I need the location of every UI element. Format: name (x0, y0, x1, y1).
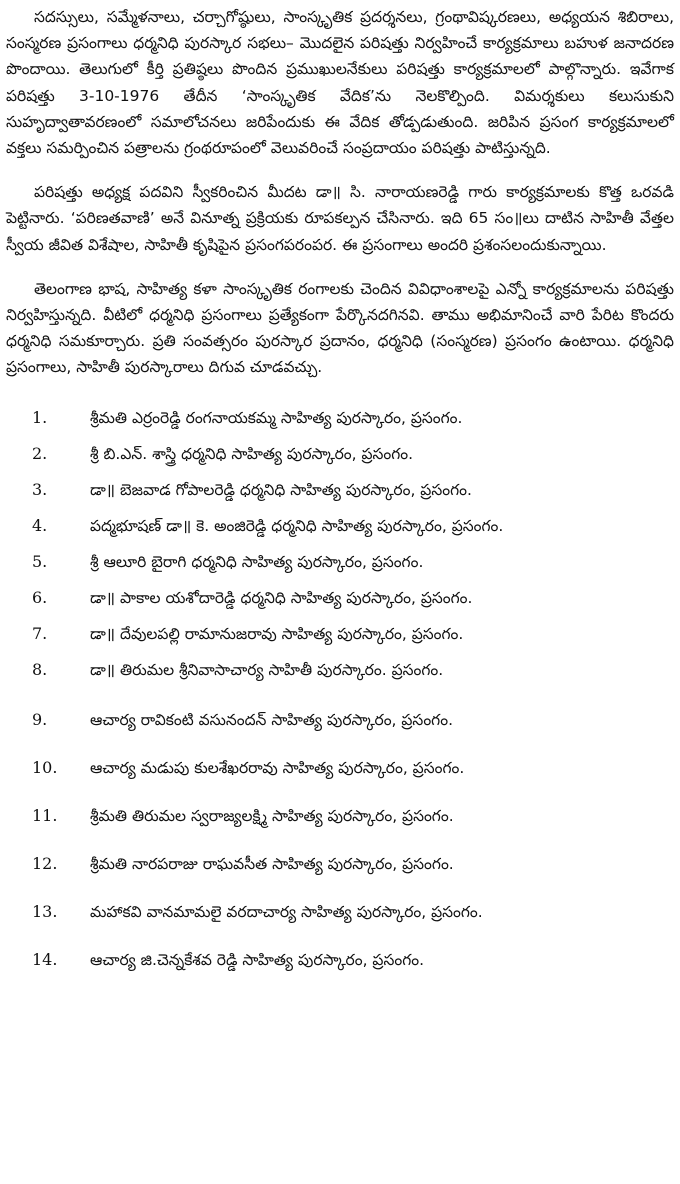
list-item (6, 443, 674, 465)
list-item (6, 623, 674, 645)
list-number: 1. (32, 407, 48, 427)
list-text: ఆచార్య జి.చెన్నకేశవ రెడ్డి సాహిత్య పురస్కారం, ప్రసంగం. (90, 950, 425, 969)
list-text: శ్రీమతి ఎర్రంరెడ్డి రంగనాయకమ్మ సాహిత్య పురస్కారం, ప్రసంగం. (90, 408, 463, 427)
list-number: 10. (32, 757, 58, 777)
list-number: 3. (32, 479, 48, 499)
list-text: శ్రీ ఆలూరి బైరాగి ధర్మనిధి సాహిత్య పురస్కారం, ప్రసంగం. (90, 552, 424, 571)
list-item (6, 757, 674, 779)
list-text: డా॥ పాకాల యశోదారెడ్డి ధర్మనిధి సాహిత్య పురస్కారం, ప్రసంగం. (90, 588, 473, 607)
list-item (6, 949, 674, 971)
list-text: డా॥ తిరుమల శ్రీనివాసాచార్య సాహితీ పురస్కారం. ప్రసంగం. (90, 660, 444, 679)
list-item (6, 853, 674, 875)
list-item (6, 709, 674, 731)
list-number: 9. (32, 709, 48, 729)
list-number: 5. (32, 551, 48, 571)
list-text: పద్మభూషణ్ డా॥ కె. అంజిరెడ్డి ధర్మనిధి సాహిత్య పురస్కారం, ప్రసంగం. (90, 516, 504, 535)
list-text: ఆచార్య మడుపు కులశేఖరరావు సాహిత్య పురస్కారం, ప్రసంగం. (90, 758, 465, 777)
list-number: 6. (32, 587, 48, 607)
list-number: 12. (32, 853, 58, 873)
list-text: శ్రీ బి.ఎన్. శాస్త్రి ధర్మనిధి సాహిత్య పురస్కారం, ప్రసంగం. (90, 444, 414, 463)
list-text: మహాకవి వానమామలై వరదాచార్య సాహిత్య పురస్కారం, ప్రసంగం. (90, 902, 483, 921)
list-text: శ్రీమతి తిరుమల స్వరాజ్యలక్ష్మి సాహిత్య పురస్కారం, ప్రసంగం. (90, 806, 454, 825)
list-number: 7. (32, 623, 48, 643)
list-item (6, 551, 674, 573)
list-number: 14. (32, 949, 58, 969)
list-text: డా॥ బెజవాడ గోపాలరెడ్డి ధర్మనిధి సాహిత్య పురస్కారం, ప్రసంగం. (90, 480, 472, 499)
paragraph-parinatavani: పరిషత్తు అధ్యక్ష పదవిని స్వీకరించిన మీదట డా॥ సి. నారాయణరెడ్డి గారు కార్యక్రమాలకు కొత్త ఒరవడి పెట్టినారు. ‘పరిణతవాణి’ అనే వినూత్న ప్రక్రియకు రూపకల్పన చేసినారు. ఇది 65 సం॥లు దాటిన సాహితీ వేత్తల స్వీయ జీవిత విశేషాల, సాహితీ కృషిపైన ప్రసంగపరంపర. ఈ ప్రసంగాలు అందరి ప్రశంసలందుకున్నాయి. (6, 183, 674, 254)
list-text: డా॥ దేవులపల్లి రామానుజరావు సాహిత్య పురస్కారం, ప్రసంగం. (90, 624, 464, 643)
list-number: 2. (32, 443, 48, 463)
paragraph-programs: సదస్సులు, సమ్మేళనాలు, చర్చాగోష్ఠులు, సాంస్కృతిక ప్రదర్శనలు, గ్రంథావిష్కరణలు, అధ్యయన శిబిరాలు, సంస్మరణ ప్రసంగాలు ధర్మనిధి పురస్కార సభలు– మొదలైన పరిషత్తు నిర్వహించే కార్యక్రమాలు బహుళ జనాదరణ పొందాయి. తెలుగులో కీర్తి ప్రతిష్ఠలు పొందిన ప్రముఖులనేకులు పరిషత్తు కార్యక్రమాలలో పాల్గొన్నారు. ఇవేగాక పరిషత్తు 3-10-1976 తేదీన ‘సాంస్కృతిక వేదిక’ను నెలకొల్పింది. విమర్శకులు కలుసుకుని సుహృద్వాతావరణంలో సమాలోచనలు జరిపేందుకు ఈ వేదిక తోడ్పడుతుంది. జరిపిన ప్రసంగ కార్యక్రమాలలో వక్తలు సమర్పించిన పత్రాలను గ్రంథరూపంలో వెలువరించే సంప్రదాయం పరిషత్తు పాటిస్తున్నది. (6, 8, 674, 158)
list-item (6, 587, 674, 609)
list-item (6, 479, 674, 501)
paragraph-dharmanidhi: తెలంగాణ భాష, సాహిత్య కళా సాంస్కృతిక రంగాలకు చెందిన వివిధాంశాలపై ఎన్నో కార్యక్రమాలను పరిషత్తు నిర్వహిస్తున్నది. వీటిలో ధర్మనిధి ప్రసంగాలు ప్రత్యేకంగా పేర్కొనదగినవి. తాము అభిమానించే వారి పేరిట కొందరు ధర్మనిధి సమకూర్చారు. ప్రతి సంవత్సరం పురస్కార ప్రదానం, ధర్మనిధి (సంస్మరణ) ప్రసంగం ఉంటాయి. ధర్మనిధి ప్రసంగాలు, సాహితీ పురస్కారాలు దిగువ చూడవచ్చు. (6, 279, 674, 377)
list-number: 11. (32, 805, 58, 825)
list-item (6, 515, 674, 537)
list-text: ఆచార్య రావికంటి వసునందన్ సాహిత్య పురస్కారం, ప్రసంగం. (90, 710, 453, 729)
list-item (6, 407, 674, 429)
list-item (6, 659, 674, 681)
list-number: 13. (32, 901, 58, 921)
award-list (6, 407, 674, 971)
list-number: 8. (32, 659, 48, 679)
list-text: శ్రీమతి నారపరాజు రాఘవసీత సాహిత్య పురస్కారం, ప్రసంగం. (90, 854, 454, 873)
list-item (6, 805, 674, 827)
list-item (6, 901, 674, 923)
list-number: 4. (32, 515, 48, 535)
